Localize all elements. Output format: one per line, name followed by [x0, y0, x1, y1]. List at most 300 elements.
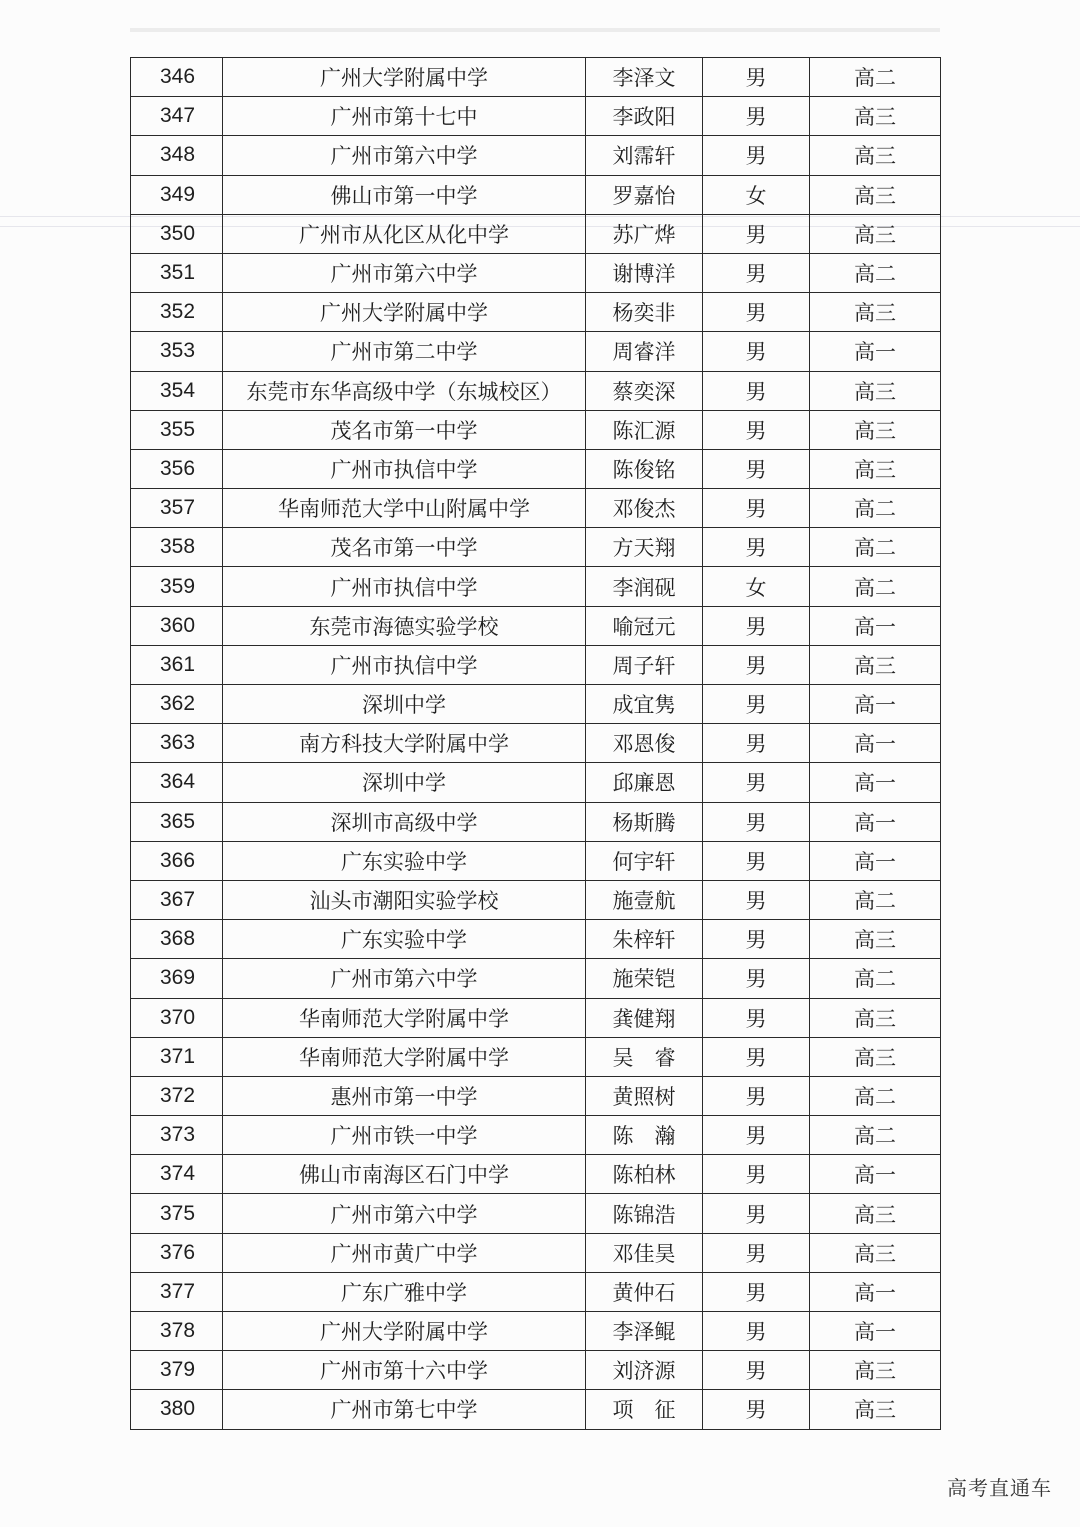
- row-number-cell: [131, 214, 223, 253]
- grade-cell-text: 高三: [854, 1006, 896, 1031]
- school-cell: [223, 253, 586, 292]
- grade-cell-text: 高二: [854, 536, 896, 561]
- gender-cell: [703, 293, 810, 332]
- school-cell-text: 广州市从化区从化中学: [299, 222, 509, 247]
- row-number-cell-text: 355: [159, 417, 196, 441]
- table-row: [131, 371, 941, 410]
- row-number-cell: [131, 293, 223, 332]
- student-name-cell-text: 何宇轩: [612, 849, 676, 874]
- gender-cell: [703, 1233, 810, 1272]
- grade-cell-text: 高一: [854, 1163, 896, 1188]
- student-name-cell: [586, 606, 703, 645]
- student-name-cell-text: 邱廉恩: [612, 771, 676, 796]
- grade-cell: [810, 410, 941, 449]
- student-name-cell: [586, 1351, 703, 1390]
- student-name-cell: [586, 332, 703, 371]
- school-cell: [223, 998, 586, 1037]
- student-name-cell-text: 谢博洋: [612, 262, 676, 287]
- row-number-cell-text: 356: [159, 456, 196, 480]
- grade-cell: [810, 58, 941, 97]
- school-cell: [223, 332, 586, 371]
- row-number-cell-text: 346: [159, 65, 196, 89]
- gender-cell: [703, 841, 810, 880]
- school-cell: [223, 214, 586, 253]
- table-row: [131, 763, 941, 802]
- row-number-cell-text: 359: [159, 574, 196, 598]
- student-name-cell: [586, 802, 703, 841]
- gender-cell-text: 男: [745, 144, 767, 169]
- school-cell-text: 惠州市第一中学: [330, 1084, 478, 1109]
- student-name-cell-text: 成宜隽: [612, 693, 676, 718]
- grade-cell-text: 高一: [854, 810, 896, 835]
- grade-cell: [810, 920, 941, 959]
- grade-cell: [810, 293, 941, 332]
- grade-cell: [810, 489, 941, 528]
- school-cell: [223, 802, 586, 841]
- row-number-cell: [131, 1351, 223, 1390]
- student-name-cell: [586, 959, 703, 998]
- gender-cell-text: 男: [745, 732, 767, 757]
- gender-cell-text: 男: [745, 1280, 767, 1305]
- grade-cell: [810, 175, 941, 214]
- grade-cell: [810, 253, 941, 292]
- gender-cell-text: 男: [745, 1202, 767, 1227]
- table-row: [131, 880, 941, 919]
- school-cell-text: 广州市第六中学: [330, 144, 478, 169]
- table-row: [131, 293, 941, 332]
- gender-cell-text: 男: [745, 653, 767, 678]
- student-name-cell: [586, 1076, 703, 1115]
- row-number-cell: [131, 1037, 223, 1076]
- student-name-cell-text: 施荣铠: [612, 967, 676, 992]
- grade-cell-text: 高三: [854, 653, 896, 678]
- table-row: [131, 685, 941, 724]
- grade-cell: [810, 1155, 941, 1194]
- student-name-cell-text: 陈俊铭: [612, 457, 676, 482]
- grade-cell: [810, 1194, 941, 1233]
- gender-cell-text: 男: [745, 1241, 767, 1266]
- row-number-cell-text: 350: [159, 221, 196, 245]
- school-cell: [223, 567, 586, 606]
- row-number-cell: [131, 332, 223, 371]
- row-number-cell-text: 379: [159, 1358, 196, 1382]
- row-number-cell: [131, 724, 223, 763]
- row-number-cell-text: 372: [159, 1083, 196, 1107]
- student-name-cell-text: 陈锦浩: [612, 1202, 676, 1227]
- school-cell-text: 佛山市第一中学: [330, 183, 478, 208]
- grade-cell-text: 高二: [854, 262, 896, 287]
- row-number-cell-text: 353: [159, 339, 196, 363]
- row-number-cell: [131, 528, 223, 567]
- gender-cell: [703, 449, 810, 488]
- grade-cell: [810, 528, 941, 567]
- student-name-cell-text: 施壹航: [612, 889, 676, 914]
- gender-cell-text: 女: [745, 575, 767, 600]
- school-cell-text: 广州大学附属中学: [320, 1320, 488, 1345]
- student-name-cell-text: 黄仲石: [612, 1280, 676, 1305]
- table-row: [131, 528, 941, 567]
- student-name-cell-text: 李政阳: [612, 105, 676, 130]
- student-name-cell-text: 罗嘉怡: [612, 183, 676, 208]
- grade-cell: [810, 880, 941, 919]
- school-cell-text: 佛山市南海区石门中学: [299, 1163, 509, 1188]
- gender-cell: [703, 214, 810, 253]
- gender-cell-text: 男: [745, 379, 767, 404]
- student-name-cell: [586, 449, 703, 488]
- student-name-cell-text: 方天翔: [612, 536, 676, 561]
- student-name-cell: [586, 880, 703, 919]
- table-row: [131, 959, 941, 998]
- grade-cell-text: 高二: [854, 66, 896, 91]
- school-cell-text: 深圳中学: [362, 693, 446, 718]
- grade-cell: [810, 645, 941, 684]
- row-number-cell-text: 357: [159, 496, 196, 520]
- grade-cell: [810, 1312, 941, 1351]
- gender-cell-text: 男: [745, 967, 767, 992]
- row-number-cell: [131, 880, 223, 919]
- gender-cell-text: 男: [745, 1045, 767, 1070]
- school-cell-text: 华南师范大学附属中学: [299, 1045, 509, 1070]
- row-number-cell-text: 373: [159, 1123, 196, 1147]
- school-cell-text: 广州市第二中学: [330, 340, 478, 365]
- school-cell: [223, 606, 586, 645]
- row-number-cell-text: 368: [159, 927, 196, 951]
- watermark-text: 高考直通车: [947, 1476, 1052, 1500]
- row-number-cell: [131, 97, 223, 136]
- school-cell-text: 广州市黄广中学: [330, 1241, 478, 1266]
- grade-cell-text: 高三: [854, 301, 896, 326]
- grade-cell-text: 高二: [854, 967, 896, 992]
- gender-cell-text: 男: [745, 1084, 767, 1109]
- student-name-cell-text: 朱梓轩: [612, 928, 676, 953]
- gender-cell-text: 男: [745, 1398, 767, 1423]
- grade-cell: [810, 1116, 941, 1155]
- row-number-cell-text: 354: [159, 378, 196, 402]
- gender-cell-text: 男: [745, 849, 767, 874]
- gender-cell: [703, 763, 810, 802]
- table-row: [131, 998, 941, 1037]
- student-name-cell-text: 蔡奕深: [612, 379, 676, 404]
- gender-cell: [703, 1272, 810, 1311]
- table-row: [131, 841, 941, 880]
- scan-artifact: [130, 28, 940, 32]
- grade-cell: [810, 685, 941, 724]
- gender-cell: [703, 1155, 810, 1194]
- gender-cell-text: 男: [745, 1320, 767, 1345]
- row-number-cell-text: 376: [159, 1240, 196, 1264]
- grade-cell-text: 高一: [854, 1320, 896, 1345]
- table-row: [131, 332, 941, 371]
- gender-cell-text: 男: [745, 693, 767, 718]
- gender-cell-text: 男: [745, 457, 767, 482]
- school-cell: [223, 410, 586, 449]
- table-row: [131, 1155, 941, 1194]
- student-name-cell: [586, 1233, 703, 1272]
- grade-cell-text: 高三: [854, 183, 896, 208]
- student-name-cell-text: 杨斯腾: [612, 810, 676, 835]
- row-number-cell-text: 370: [159, 1005, 196, 1029]
- grade-cell: [810, 1351, 941, 1390]
- row-number-cell: [131, 371, 223, 410]
- table-row: [131, 175, 941, 214]
- school-cell: [223, 685, 586, 724]
- gender-cell: [703, 645, 810, 684]
- gender-cell: [703, 685, 810, 724]
- gender-cell-text: 男: [745, 105, 767, 130]
- row-number-cell-text: 361: [159, 652, 196, 676]
- gender-cell: [703, 253, 810, 292]
- student-name-cell-text: 李泽鲲: [612, 1320, 676, 1345]
- student-name-cell: [586, 489, 703, 528]
- student-name-cell: [586, 685, 703, 724]
- school-cell: [223, 763, 586, 802]
- row-number-cell: [131, 1194, 223, 1233]
- row-number-cell: [131, 175, 223, 214]
- grade-cell-text: 高三: [854, 928, 896, 953]
- grade-cell-text: 高三: [854, 1398, 896, 1423]
- school-cell-text: 广州市执信中学: [330, 457, 478, 482]
- grade-cell-text: 高一: [854, 849, 896, 874]
- school-cell: [223, 1233, 586, 1272]
- row-number-cell-text: 358: [159, 535, 196, 559]
- student-name-cell: [586, 97, 703, 136]
- gender-cell-text: 男: [745, 928, 767, 953]
- gender-cell-text: 男: [745, 66, 767, 91]
- gender-cell: [703, 567, 810, 606]
- school-cell: [223, 724, 586, 763]
- table-row: [131, 449, 941, 488]
- school-cell: [223, 645, 586, 684]
- row-number-cell-text: 375: [159, 1201, 196, 1225]
- school-cell: [223, 449, 586, 488]
- row-number-cell: [131, 567, 223, 606]
- gender-cell: [703, 528, 810, 567]
- school-cell: [223, 58, 586, 97]
- table-row: [131, 1037, 941, 1076]
- grade-cell-text: 高三: [854, 418, 896, 443]
- gender-cell: [703, 136, 810, 175]
- table-row: [131, 802, 941, 841]
- table-row: [131, 58, 941, 97]
- row-number-cell: [131, 920, 223, 959]
- grade-cell-text: 高三: [854, 144, 896, 169]
- student-name-cell-text: 陈 瀚: [612, 1124, 676, 1149]
- row-number-cell-text: 363: [159, 731, 196, 755]
- gender-cell: [703, 880, 810, 919]
- student-name-cell: [586, 645, 703, 684]
- row-number-cell-text: 348: [159, 143, 196, 167]
- grade-cell: [810, 449, 941, 488]
- student-name-cell: [586, 410, 703, 449]
- row-number-cell-text: 369: [159, 966, 196, 990]
- gender-cell-text: 女: [745, 183, 767, 208]
- table-row: [131, 136, 941, 175]
- row-number-cell: [131, 1390, 223, 1429]
- student-name-cell: [586, 1194, 703, 1233]
- student-roster-table: [130, 57, 941, 1430]
- school-cell: [223, 489, 586, 528]
- gender-cell: [703, 410, 810, 449]
- gender-cell: [703, 58, 810, 97]
- table-row: [131, 410, 941, 449]
- gender-cell: [703, 724, 810, 763]
- gender-cell-text: 男: [745, 1124, 767, 1149]
- row-number-cell: [131, 606, 223, 645]
- grade-cell-text: 高二: [854, 575, 896, 600]
- school-cell: [223, 1116, 586, 1155]
- row-number-cell: [131, 1116, 223, 1155]
- table-row: [131, 920, 941, 959]
- row-number-cell: [131, 685, 223, 724]
- grade-cell-text: 高二: [854, 1084, 896, 1109]
- row-number-cell-text: 377: [159, 1279, 196, 1303]
- roster-body: [131, 58, 941, 1430]
- school-cell-text: 广州大学附属中学: [320, 66, 488, 91]
- grade-cell-text: 高一: [854, 693, 896, 718]
- gender-cell: [703, 1116, 810, 1155]
- grade-cell-text: 高三: [854, 1359, 896, 1384]
- table-row: [131, 1116, 941, 1155]
- student-name-cell-text: 陈柏林: [612, 1163, 676, 1188]
- school-cell-text: 南方科技大学附属中学: [299, 732, 509, 757]
- row-number-cell: [131, 959, 223, 998]
- table-row: [131, 724, 941, 763]
- school-cell: [223, 1272, 586, 1311]
- school-cell-text: 广州市第十七中: [330, 105, 478, 130]
- school-cell-text: 深圳中学: [362, 771, 446, 796]
- school-cell-text: 广州市第六中学: [330, 262, 478, 287]
- student-name-cell: [586, 724, 703, 763]
- grade-cell-text: 高一: [854, 771, 896, 796]
- row-number-cell: [131, 998, 223, 1037]
- student-name-cell: [586, 293, 703, 332]
- school-cell: [223, 920, 586, 959]
- row-number-cell-text: 367: [159, 888, 196, 912]
- grade-cell-text: 高一: [854, 614, 896, 639]
- gender-cell: [703, 1312, 810, 1351]
- student-name-cell-text: 黄照树: [612, 1084, 676, 1109]
- row-number-cell-text: 351: [159, 261, 196, 285]
- row-number-cell: [131, 645, 223, 684]
- grade-cell-text: 高三: [854, 457, 896, 482]
- row-number-cell: [131, 136, 223, 175]
- student-name-cell: [586, 841, 703, 880]
- row-number-cell-text: 378: [159, 1319, 196, 1343]
- grade-cell: [810, 97, 941, 136]
- school-cell: [223, 1076, 586, 1115]
- grade-cell-text: 高二: [854, 497, 896, 522]
- row-number-cell: [131, 1272, 223, 1311]
- gender-cell: [703, 1194, 810, 1233]
- table-row: [131, 645, 941, 684]
- school-cell-text: 广东实验中学: [341, 928, 467, 953]
- school-cell: [223, 1351, 586, 1390]
- grade-cell: [810, 802, 941, 841]
- row-number-cell-text: 374: [159, 1162, 196, 1186]
- grade-cell-text: 高二: [854, 889, 896, 914]
- student-name-cell: [586, 763, 703, 802]
- school-cell-text: 广州市执信中学: [330, 653, 478, 678]
- row-number-cell-text: 364: [159, 770, 196, 794]
- student-name-cell: [586, 371, 703, 410]
- student-name-cell-text: 刘霈轩: [612, 144, 676, 169]
- row-number-cell-text: 371: [159, 1044, 196, 1068]
- gender-cell-text: 男: [745, 340, 767, 365]
- school-cell: [223, 1037, 586, 1076]
- student-name-cell-text: 杨奕非: [612, 301, 676, 326]
- school-cell: [223, 293, 586, 332]
- row-number-cell: [131, 841, 223, 880]
- gender-cell-text: 男: [745, 418, 767, 443]
- gender-cell-text: 男: [745, 301, 767, 326]
- row-number-cell: [131, 1312, 223, 1351]
- grade-cell: [810, 841, 941, 880]
- grade-cell: [810, 214, 941, 253]
- grade-cell: [810, 1390, 941, 1429]
- table-row: [131, 606, 941, 645]
- gender-cell: [703, 1351, 810, 1390]
- gender-cell-text: 男: [745, 1163, 767, 1188]
- row-number-cell: [131, 1155, 223, 1194]
- gender-cell: [703, 1037, 810, 1076]
- row-number-cell-text: 349: [159, 182, 196, 206]
- gender-cell: [703, 1390, 810, 1429]
- row-number-cell: [131, 58, 223, 97]
- student-name-cell-text: 周子轩: [612, 653, 676, 678]
- school-cell: [223, 97, 586, 136]
- student-name-cell: [586, 58, 703, 97]
- gender-cell: [703, 371, 810, 410]
- student-name-cell: [586, 214, 703, 253]
- grade-cell: [810, 1233, 941, 1272]
- school-cell-text: 汕头市潮阳实验学校: [309, 889, 499, 914]
- row-number-cell-text: 365: [159, 809, 196, 833]
- grade-cell: [810, 959, 941, 998]
- grade-cell: [810, 998, 941, 1037]
- school-cell: [223, 1390, 586, 1429]
- grade-cell: [810, 763, 941, 802]
- student-name-cell: [586, 528, 703, 567]
- school-cell: [223, 880, 586, 919]
- table-row: [131, 489, 941, 528]
- grade-cell-text: 高三: [854, 105, 896, 130]
- row-number-cell: [131, 763, 223, 802]
- row-number-cell: [131, 802, 223, 841]
- row-number-cell-text: 347: [159, 104, 196, 128]
- student-name-cell: [586, 1155, 703, 1194]
- school-cell-text: 广州大学附属中学: [320, 301, 488, 326]
- student-name-cell: [586, 1272, 703, 1311]
- school-cell-text: 东莞市海德实验学校: [309, 614, 499, 639]
- student-name-cell: [586, 567, 703, 606]
- grade-cell-text: 高三: [854, 222, 896, 247]
- table-row: [131, 214, 941, 253]
- school-cell-text: 深圳市高级中学: [330, 810, 478, 835]
- gender-cell-text: 男: [745, 771, 767, 796]
- table-row: [131, 1076, 941, 1115]
- row-number-cell-text: 380: [159, 1397, 196, 1421]
- grade-cell-text: 高一: [854, 1280, 896, 1305]
- school-cell-text: 东莞市东华高级中学（东城校区）: [246, 379, 562, 404]
- student-name-cell: [586, 136, 703, 175]
- table-row: [131, 97, 941, 136]
- gender-cell-text: 男: [745, 810, 767, 835]
- row-number-cell: [131, 1076, 223, 1115]
- school-cell: [223, 1194, 586, 1233]
- student-name-cell: [586, 998, 703, 1037]
- gender-cell-text: 男: [745, 222, 767, 247]
- student-name-cell: [586, 1116, 703, 1155]
